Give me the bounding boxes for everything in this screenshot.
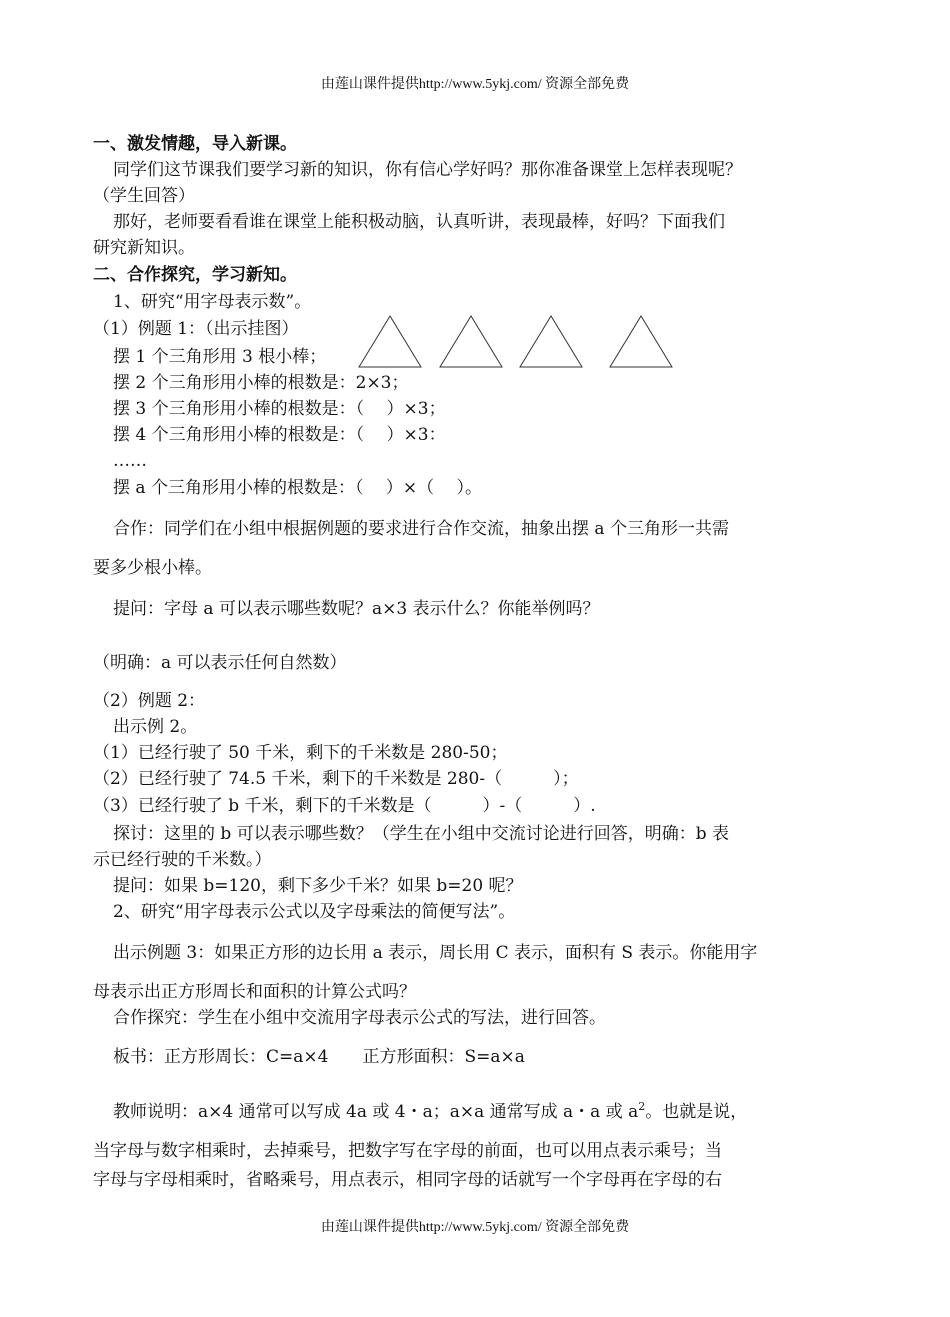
explanation-text: 教师说明：a×4 通常可以写成 4a 或 4・a；a×a 通常写成 a・a 或 a: [113, 1102, 639, 1122]
paragraph-line: （1）已经行驶了 50 千米，剩下的千米数是 280-50；: [93, 743, 508, 763]
page-header: 由莲山课件提供http://www.5ykj.com/ 资源全部免费: [320, 77, 630, 92]
triangles-figure: [355, 314, 685, 370]
triangle-3: [520, 316, 582, 367]
paragraph-line: 探讨：这里的 b 可以表示哪些数？（学生在小组中交流讨论进行回答，明确：b 表: [113, 824, 729, 844]
paragraph-line: 提问：字母 a 可以表示哪些数呢？a×3 表示什么？你能举例吗？: [113, 599, 600, 619]
paragraph-line: 同学们这节课我们要学习新的知识，你有信心学好吗？那你准备课堂上怎样表现呢？: [113, 160, 742, 180]
example-title: （2）例题 2：: [93, 691, 206, 711]
teacher-explanation: [113, 1100, 747, 1124]
paragraph-line: 摆 4 个三角形用小棒的根数是：（ ）×3：: [113, 425, 446, 445]
paragraph-line: 摆 2 个三角形用小棒的根数是：2×3；: [113, 373, 409, 393]
example-title: （1）例题 1：（出示挂图）: [93, 319, 299, 339]
triangle-2: [440, 316, 502, 367]
superscript-two: 2: [638, 1100, 646, 1113]
paragraph-line: 摆 a 个三角形用小棒的根数是：（ ）×（ ）。: [113, 478, 482, 498]
triangle-1: [359, 316, 421, 367]
explanation-text: 。也就是说，: [645, 1102, 748, 1122]
board-writing: 板书：正方形周长：C=a×4 正方形面积：S=a×a: [113, 1047, 525, 1067]
paragraph-line: （明确：a 可以表示任何自然数）: [93, 653, 347, 673]
paragraph-line: 要多少根小棒。: [93, 558, 212, 578]
paragraph-line: 摆 1 个三角形用 3 根小棒；: [113, 347, 327, 367]
triangle-4: [610, 316, 672, 367]
subsection-title: 2、研究“用字母表示公式以及字母乘法的简便写法”。: [113, 902, 516, 922]
paragraph-line: 出示例题 3：如果正方形的边长用 a 表示，周长用 C 表示，面积有 S 表示。你能用字: [113, 943, 758, 963]
paragraph-line: 出示例 2。: [113, 717, 198, 737]
paragraph-line: 那好，老师要看看谁在课堂上能积极动脑，认真听讲，表现最棒，好吗？下面我们: [113, 212, 725, 232]
paragraph-line: 研究新知识。: [93, 238, 195, 258]
paragraph-line: 母表示出正方形周长和面积的计算公式吗？: [93, 982, 416, 1002]
paragraph-line: 当字母与数字相乘时，去掉乘号，把数字写在字母的前面，也可以用点表示乘号；当: [93, 1141, 722, 1161]
paragraph-line: 合作：同学们在小组中根据例题的要求进行合作交流，抽象出摆 a 个三角形一共需: [113, 519, 729, 539]
paragraph-line: 示已经行驶的千米数。）: [93, 850, 272, 870]
paragraph-line: （学生回答）: [93, 186, 195, 206]
section-2-title: 二、合作探究，学习新知。: [93, 265, 297, 285]
paragraph-line: 合作探究：学生在小组中交流用字母表示公式的写法，进行回答。: [113, 1008, 606, 1028]
paragraph-line: 字母与字母相乘时，省略乘号，用点表示，相同字母的话就写一个字母再在字母的右: [93, 1170, 722, 1190]
paragraph-line: 提问：如果 b=120，剩下多少千米？如果 b=20 呢？: [113, 876, 523, 896]
subsection-title: 1、研究“用字母表示数”。: [113, 292, 312, 312]
page-footer: 由莲山课件提供http://www.5ykj.com/ 资源全部免费: [320, 1220, 630, 1235]
ellipsis: ……: [113, 451, 147, 471]
paragraph-line: （2）已经行驶了 74.5 千米，剩下的千米数是 280-（ ）；: [93, 769, 579, 789]
paragraph-line: 摆 3 个三角形用小棒的根数是：（ ）×3；: [113, 399, 446, 419]
section-1-title: 一、激发情趣，导入新课。: [93, 134, 297, 154]
paragraph-line: （3）已经行驶了 b 千米，剩下的千米数是（ ）-（ ）.: [93, 796, 596, 816]
